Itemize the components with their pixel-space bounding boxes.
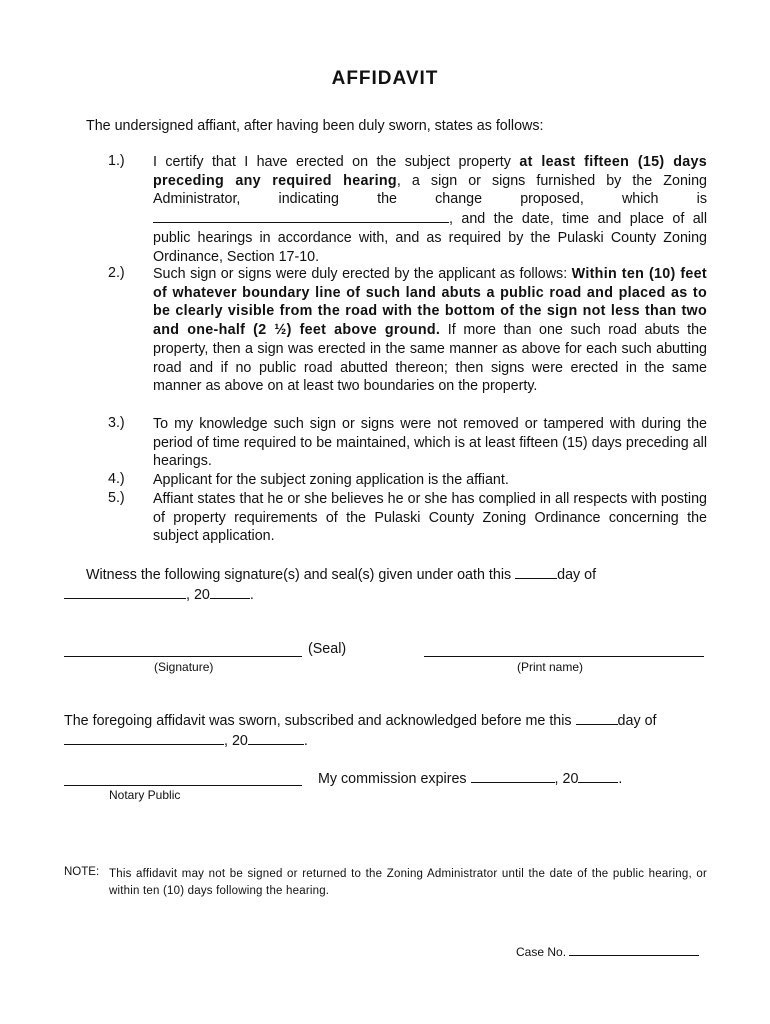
signature-caption: (Signature) [154, 660, 214, 674]
witness-day-blank[interactable] [515, 565, 557, 579]
witness-year-blank[interactable] [210, 585, 250, 599]
acknowledgment-end: . [303, 733, 308, 749]
change-proposed-blank[interactable] [153, 209, 449, 223]
commission-date-blank[interactable] [471, 769, 555, 783]
item-1-text-a: I certify that I have erected on the subject property [153, 154, 520, 170]
witness-year-prefix: , 20 [186, 587, 210, 603]
item-1-number: 1.) [108, 153, 125, 169]
item-2-text-b: If more than one such road abuts the property, then a sign was erected in the same manner as above for each such abutting road and if no public road abutted thereon; then signs were erected in the same manner as above on at least two boundaries on the property. [153, 322, 708, 395]
acknowledgment-year-prefix: , 20 [224, 733, 248, 749]
case-number [516, 944, 699, 959]
commission-end: . [618, 771, 623, 787]
print-name-line[interactable] [424, 655, 704, 657]
item-1 [153, 153, 707, 266]
note-label: NOTE: [64, 866, 100, 878]
print-name-caption: (Print name) [517, 660, 584, 674]
item-1-text-b: , a sign or signs furnished by the Zoning Administrator, indicating the change proposed, which is [153, 172, 707, 208]
witness-text: Witness the following signature(s) and seal(s) given under oath this [86, 567, 516, 583]
commission-year-prefix: , 20 [554, 771, 579, 787]
item-2 [153, 265, 707, 396]
note-text: This affidavit may not be signed or returned to the Zoning Administrator until the date of the public hearing, or within ten (10) days following the hearing. [109, 868, 707, 897]
commission-expires [318, 769, 622, 787]
item-5: Affiant states that he or she believes he or she has complied in all respects with posting of property requirements of the Pulaski County Zoning Ordinance concerning the subject application. [153, 491, 707, 545]
commission-year-blank[interactable] [578, 769, 618, 783]
item-5-number: 5.) [108, 490, 125, 506]
acknowledgment-month-blank[interactable] [64, 731, 224, 745]
item-3-number: 3.) [108, 415, 125, 431]
document-title: AFFIDAVIT [331, 68, 439, 89]
item-4: Applicant for the subject zoning application is the affiant. [153, 472, 509, 488]
case-number-blank[interactable] [569, 944, 699, 956]
witness-statement [64, 565, 707, 605]
item-2-number: 2.) [108, 265, 125, 281]
signature-line[interactable] [64, 655, 302, 657]
acknowledgment-day-label: day of [617, 713, 657, 729]
witness-end: . [249, 587, 254, 603]
item-2-text-a: Such sign or signs were duly erected by the applicant as follows: [153, 266, 572, 282]
intro-statement: The undersigned affiant, after having been duly sworn, states as follows: [86, 118, 544, 134]
acknowledgment-statement [64, 711, 707, 751]
witness-month-blank[interactable] [64, 585, 186, 599]
case-number-label: Case No. [516, 945, 567, 959]
item-3: To my knowledge such sign or signs were not removed or tampered with during the period of time required to be maintained, which is at least fifteen (15) days preceding all hearings. [153, 416, 707, 470]
acknowledgment-year-blank[interactable] [248, 731, 304, 745]
seal-label: (Seal) [308, 641, 347, 657]
item-2-bold: Within ten (10) feet of whatever boundary line of such land abuts a public road and placed as to be clearly visible from the road with the bottom of the sign not less than two and one-half (2 ½) feet above ground. [153, 266, 707, 339]
commission-label: My commission expires [318, 771, 467, 787]
notary-signature-line[interactable] [64, 784, 302, 786]
item-1-text-c: , and the date, time and place of all public hearings in accordance with, and as required by the Pulaski County Zoning Ordinance, Section 17-10. [153, 211, 707, 265]
item-1-bold: at least fifteen (15) days preceding any required hearing [153, 154, 708, 189]
item-4-number: 4.) [108, 471, 125, 487]
acknowledgment-day-blank[interactable] [576, 711, 618, 725]
notary-public-caption: Notary Public [109, 788, 181, 802]
acknowledgment-text: The foregoing affidavit was sworn, subscribed and acknowledged before me this [64, 713, 576, 729]
witness-day-label: day of [557, 567, 597, 583]
